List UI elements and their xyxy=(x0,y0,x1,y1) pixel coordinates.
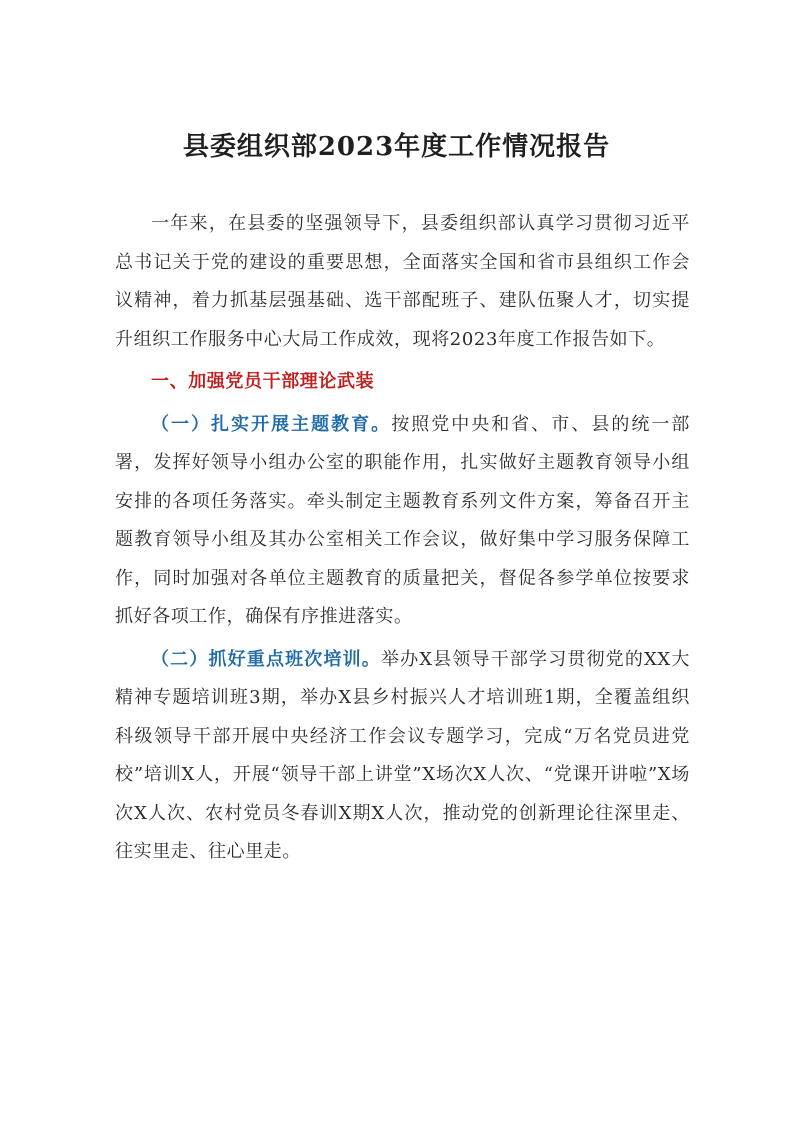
section-heading: 一、加强党员干部理论武装 xyxy=(151,371,375,392)
intro-paragraph: 一年来，在县委的坚强领导下，县委组织部认真学习贯彻习近平总书记关于党的建设的重要思想，全面落实全国和省市县组织工作会议精神，着力抓基层强基础、选干部配班子、建队伍聚人才，切实提升组织工作服务中心大局工作成效，现将2023年度工作报告如下。 xyxy=(115,213,690,350)
item-1-heading: （一）扎实开展主题教育。 xyxy=(151,413,392,435)
section-item-1 xyxy=(115,406,690,637)
item-2-heading: （二）抓好重点班次培训。 xyxy=(151,648,381,670)
document-title: 县委组织部2023年度工作情况报告 xyxy=(182,132,611,162)
section-item-2 xyxy=(115,641,690,872)
document-body xyxy=(115,205,690,872)
item-1-text: 按照党中央和省、市、县的统一部署，发挥好领导小组办公室的职能作用，扎实做好主题教育领导小组安排的各项任务落实。牵头制定主题教育系列文件方案，筹备召开主题教育领导小组及其办公室相关工作会议，做好集中学习服务保障工作，同时加强对各单位主题教育的质量把关，督促各参学单位按要求抓好各项工作，确保有序推进落实。 xyxy=(115,413,690,627)
item-2-text: 举办X县领导干部学习贯彻党的XX大精神专题培训班3期，举办X县乡村振兴人才培训班1期，全覆盖组织科级领导干部开展中央经济工作会议专题学习，完成“万名党员进党校”培训X人，开展“领导干部上讲堂”X场次X人次、“党课开讲啦”X场次X人次、农村党员冬春训X期X人次，推动党的创新理论往深里走、往实里走、往心里走。 xyxy=(115,648,690,862)
